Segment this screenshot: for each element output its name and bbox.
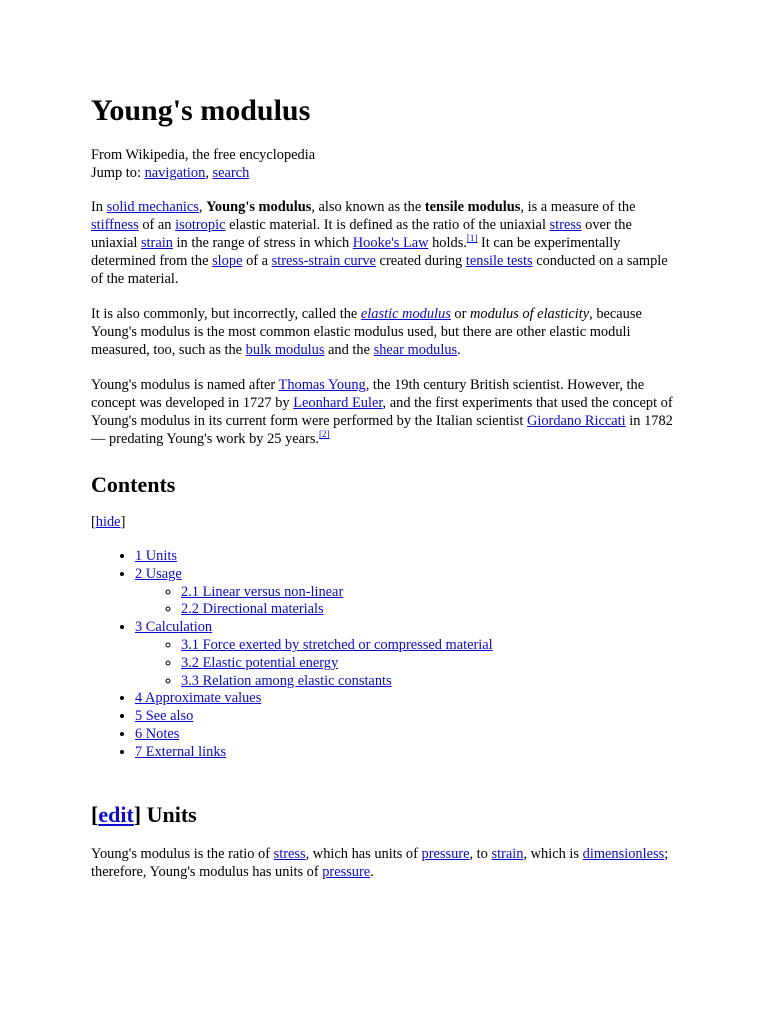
link-shear-modulus[interactable]: shear modulus: [373, 342, 458, 358]
jump-separator: ,: [205, 165, 213, 181]
text: , also known as the: [311, 199, 425, 215]
text: of a: [242, 253, 272, 269]
link-dimensionless[interactable]: dimensionless: [582, 845, 665, 862]
reference-1[interactable]: [1]: [466, 233, 478, 244]
text: Young's modulus is the ratio of: [91, 845, 274, 862]
jump-navigation-link[interactable]: navigation: [144, 165, 206, 181]
text: In: [91, 199, 107, 215]
toc-sublink[interactable]: 2.2 Directional materials: [181, 601, 324, 618]
toc-sublink[interactable]: 2.1 Linear versus non-linear: [181, 583, 344, 600]
toc-sublist: [135, 584, 678, 620]
link-pressure[interactable]: pressure: [322, 863, 371, 880]
jump-to-label: Jump to:: [91, 165, 145, 181]
units-paragraph: [91, 845, 678, 881]
link-giordano-riccati[interactable]: Giordano Riccati: [526, 413, 626, 429]
toc-sublink[interactable]: 3.2 Elastic potential energy: [181, 654, 339, 671]
link-strain[interactable]: strain: [140, 235, 173, 251]
link-stress-strain-curve[interactable]: stress-strain curve: [271, 253, 376, 269]
elastic-modulus-paragraph: [91, 305, 678, 359]
text: Young's modulus is named after: [91, 377, 279, 393]
toc-sublink[interactable]: 3.1 Force exerted by stretched or compressed material: [181, 636, 493, 653]
text: , is a measure of the: [520, 199, 636, 215]
article-subtitle: [91, 146, 678, 182]
link-bulk-modulus[interactable]: bulk modulus: [245, 342, 325, 358]
toc-list: [91, 548, 678, 762]
bold-youngs-modulus: Young's modulus: [206, 199, 312, 215]
text: of an: [138, 217, 176, 233]
link-hookes-law[interactable]: Hooke's Law: [352, 235, 429, 251]
toc-link[interactable]: 6 Notes: [135, 725, 180, 742]
toc-item: [135, 744, 678, 762]
jump-search-link[interactable]: search: [212, 165, 250, 181]
text: , which is: [523, 845, 583, 862]
toc-link[interactable]: 7 External links: [135, 743, 227, 760]
link-stress[interactable]: stress: [549, 217, 582, 233]
toc-subitem: [181, 637, 678, 655]
text: holds.: [428, 235, 467, 251]
text: , to: [469, 845, 492, 862]
toc-sublink[interactable]: 3.3 Relation among elastic constants: [181, 672, 392, 689]
text: .: [457, 342, 461, 358]
text: in 1782 — predating Young's work by 25 years.: [91, 413, 673, 447]
toc-item: [135, 726, 678, 744]
link-leonhard-euler[interactable]: Leonhard Euler: [293, 395, 383, 411]
from-wikipedia: From Wikipedia, the free encyclopedia: [91, 147, 316, 163]
units-heading: [91, 802, 678, 828]
toc-sublist: [135, 637, 678, 690]
link-pressure[interactable]: pressure: [421, 845, 470, 862]
toc-link[interactable]: 4 Approximate values: [135, 690, 262, 707]
text: conducted on a sample of the material.: [91, 253, 668, 287]
link-thomas-young[interactable]: Thomas Young: [278, 377, 366, 393]
text: over the uniaxial: [91, 217, 632, 251]
toc-item: [135, 619, 678, 690]
text: , and the first experiments that used the concept of Young's modulus in its current form were performed by the Italian scientist: [91, 395, 673, 429]
toc-toggle-row: [91, 513, 678, 531]
text: , because Young's modulus is the most common elastic modulus used, but there are other elastic moduli measured, too, such as the: [91, 306, 642, 358]
text: .: [370, 863, 374, 880]
text: ; therefore, Young's modulus has units of: [91, 845, 669, 880]
text: It can be experimentally determined from the: [91, 235, 621, 269]
bold-tensile-modulus: tensile modulus: [424, 199, 521, 215]
link-slope[interactable]: slope: [212, 253, 243, 269]
text: ,: [198, 199, 207, 215]
toc-item: [135, 548, 678, 566]
bracket-open: [: [91, 801, 99, 827]
link-strain[interactable]: strain: [491, 845, 524, 862]
toc-item: [135, 566, 678, 619]
text: or: [450, 306, 471, 322]
toc-link[interactable]: 5 See also: [135, 708, 194, 725]
toc-link[interactable]: 1 Units: [135, 548, 177, 564]
text: It is also commonly, but incorrectly, called the: [91, 306, 361, 322]
link-isotropic[interactable]: isotropic: [175, 217, 226, 233]
toc-link[interactable]: 3 Calculation: [135, 619, 213, 636]
link-elastic-modulus[interactable]: elastic modulus: [360, 306, 451, 322]
link-tensile-tests[interactable]: tensile tests: [465, 253, 533, 269]
link-solid-mechanics[interactable]: solid mechanics: [106, 199, 199, 215]
text: created during: [375, 253, 466, 269]
jump-to-row: [91, 164, 678, 182]
text: , the 19th century British scientist. However, the concept was developed in 1727 by: [91, 377, 645, 411]
toc-subitem: [181, 655, 678, 673]
bracket-close: ]: [120, 514, 126, 530]
page-title: Young's modulus: [91, 94, 311, 127]
toc-subitem: [181, 601, 678, 619]
text: elastic material. It is defined as the ratio of the uniaxial: [225, 217, 550, 233]
italic-modulus-of-elasticity: modulus of elasticity: [470, 306, 590, 322]
toc-item: [135, 690, 678, 708]
toc-item: [135, 708, 678, 726]
edit-units-link[interactable]: edit: [98, 801, 134, 827]
units-heading-text: Units: [141, 801, 197, 827]
toc-hide-link[interactable]: hide: [95, 514, 121, 530]
bracket-close: ]: [133, 801, 142, 827]
toc-link[interactable]: 2 Usage: [135, 565, 182, 582]
text: and the: [324, 342, 374, 358]
reference-2[interactable]: [2]: [319, 429, 330, 440]
toc-subitem: [181, 673, 678, 691]
intro-paragraph: [91, 198, 678, 288]
history-paragraph: [91, 376, 678, 448]
text: in the range of stress in which: [172, 235, 353, 251]
text: , which has units of: [305, 845, 422, 862]
contents-heading: Contents: [91, 472, 176, 497]
bracket-open: [: [91, 514, 96, 530]
toc-subitem: [181, 584, 678, 602]
link-stress[interactable]: stress: [273, 845, 306, 862]
link-stiffness[interactable]: stiffness: [91, 217, 139, 233]
